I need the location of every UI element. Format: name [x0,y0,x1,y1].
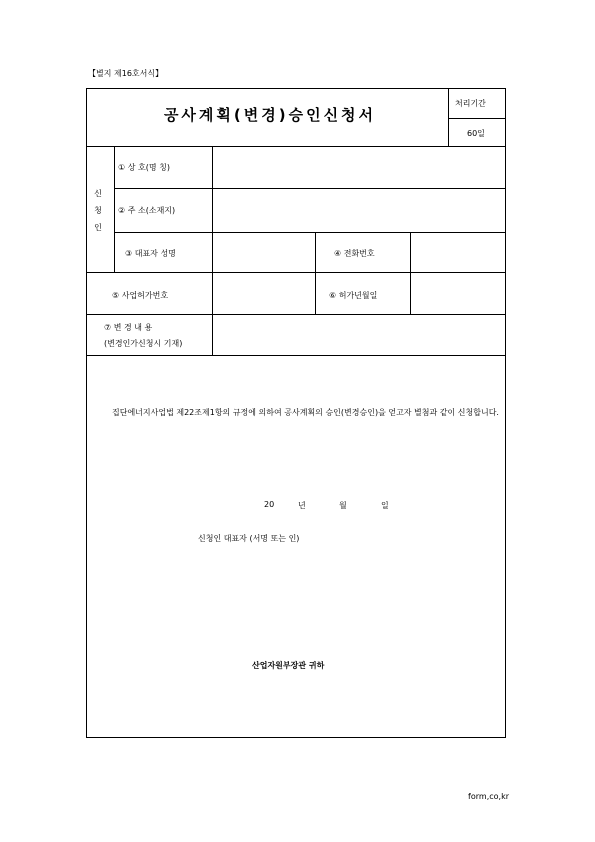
date-month: 월 [339,501,347,510]
divider [86,272,506,273]
divider [448,118,506,119]
divider [86,355,506,356]
divider [212,146,213,355]
applicant-label-3: 인 [94,223,102,232]
business-license-label: ⑤ 사업허가번호 [112,291,169,300]
processing-value: 60일 [467,129,485,138]
divider [86,146,506,147]
change-content-note: (변경인가신청시 기재) [104,339,183,348]
divider [448,88,449,146]
divider [410,232,411,314]
phone-label: ④ 전화번호 [334,249,375,258]
applicant-label-1: 신 [94,189,102,198]
trade-name-label: ① 상 호(명 칭) [118,163,170,172]
license-date-label: ⑥ 허가년월일 [329,291,378,300]
signature-line: 신청인 대표자 (서명 또는 인) [198,534,300,543]
change-content-label: ⑦ 변 경 내 용 [104,323,153,332]
page-title: 공사계획(변경)승인신청서 [163,106,377,124]
representative-label: ③ 대표자 성명 [125,249,176,258]
form-number: 【별지 제16호서식】 [88,69,164,78]
divider [86,314,506,315]
applicant-label-2: 청 [94,206,102,215]
date-year-prefix: 20 [264,500,275,509]
processing-label: 처리기간 [455,99,486,108]
divider [114,232,506,233]
date-year: 년 [298,501,306,510]
divider [114,188,506,189]
divider [114,146,115,272]
application-statement: 집단에너지사업법 제22조제1항의 규정에 의하여 공사계획의 승인(변경승인)을 얻고자 별첨과 같이 신청합니다. [112,408,499,417]
footer-site: form,co,kr [468,792,509,801]
divider [315,232,316,314]
recipient-line: 산업자원부장관 귀하 [252,661,325,670]
address-label: ② 주 소(소재지) [118,206,176,215]
date-day: 일 [381,501,389,510]
